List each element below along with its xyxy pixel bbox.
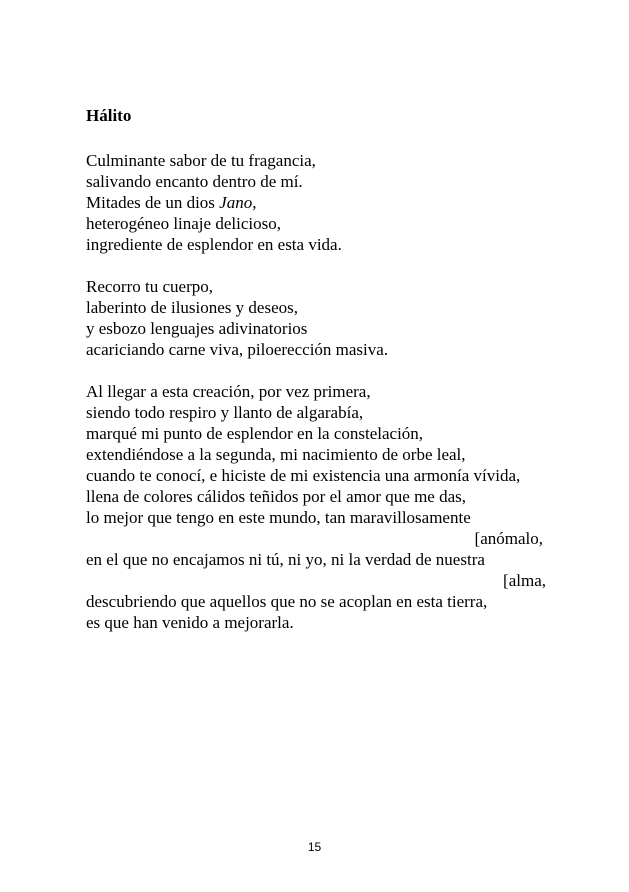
stanza-3-line-4: extendiéndose a la segunda, mi nacimiento de orbe leal, xyxy=(86,445,466,464)
poem-title: Hálito xyxy=(86,106,132,125)
stanza-1-line-3-text: Mitades de un dios xyxy=(86,193,220,212)
page-number: 15 xyxy=(307,840,322,854)
stanza-1-line-5: ingrediente de esplendor en esta vida. xyxy=(86,235,342,254)
stanza-3-line-2: siendo todo respiro y llanto de algarabía, xyxy=(86,403,364,422)
stanza-3-line-5: cuando te conocí, e hiciste de mi existencia una armonía vívida, xyxy=(86,466,521,485)
stanza-2-line-3: y esbozo lenguajes adivinatorios xyxy=(86,319,308,338)
stanza-1-line-3-italic: Jano, xyxy=(219,193,257,212)
stanza-3-line-12: es que han venido a mejorarla. xyxy=(86,613,294,632)
stanza-2 xyxy=(86,276,556,360)
stanza-2-line-1: Recorro tu cuerpo, xyxy=(86,277,213,296)
stanza-1-line-3 xyxy=(86,192,556,213)
stanza-1-line-1: Culminante sabor de tu fragancia, xyxy=(86,151,316,170)
stanza-3 xyxy=(86,381,556,633)
stanza-1 xyxy=(86,150,556,255)
stanza-2-line-2: laberinto de ilusiones y deseos, xyxy=(86,298,298,317)
stanza-3-line-6: llena de colores cálidos teñidos por el amor que me das, xyxy=(86,487,467,506)
stanza-3-line-8-continuation: [anómalo, xyxy=(474,529,543,548)
stanza-3-line-10-continuation: [alma, xyxy=(503,571,546,590)
stanza-2-line-4: acariciando carne viva, piloerección masiva. xyxy=(86,340,389,359)
stanza-3-line-7: lo mejor que tengo en este mundo, tan maravillosamente xyxy=(86,508,471,527)
stanza-3-line-11: descubriendo que aquellos que no se acoplan en esta tierra, xyxy=(86,592,488,611)
stanza-1-line-2: salivando encanto dentro de mí. xyxy=(86,172,303,191)
stanza-3-line-1: Al llegar a esta creación, por vez primera, xyxy=(86,382,371,401)
stanza-3-line-3: marqué mi punto de esplendor en la constelación, xyxy=(86,424,424,443)
stanza-3-line-9: en el que no encajamos ni tú, ni yo, ni la verdad de nuestra xyxy=(86,550,485,569)
stanza-1-line-4: heterogéneo linaje delicioso, xyxy=(86,214,281,233)
